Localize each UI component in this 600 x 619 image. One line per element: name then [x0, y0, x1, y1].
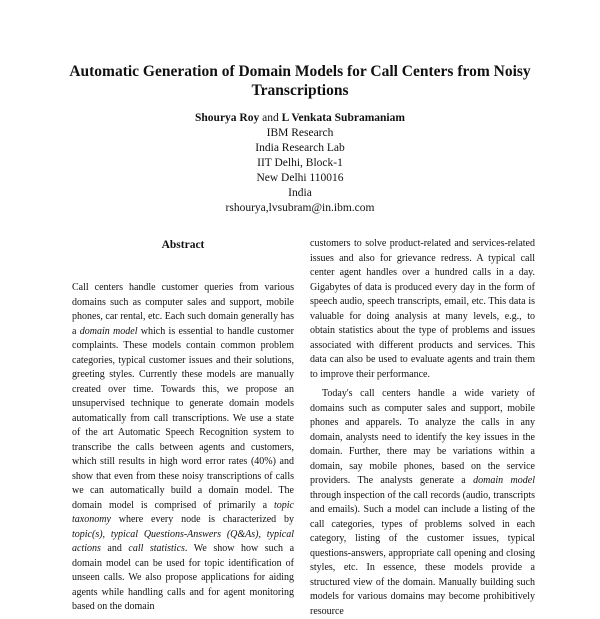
abstract-heading: Abstract: [161, 239, 205, 251]
body-paragraph: customers to solve product-related and services-related issues and also for grievance redress. A typical call center agent handles over a hundred calls in a day. Gigabytes of data is produced every day in the form of speech audio, speech transcripts, email, etc. This data is valuable for doing analysis at many levels, e.g., to obtain statistics about the type of problems and issues associated with different products and services. This data can also be used to evaluate agents and train them to improve their performance.: [310, 238, 535, 380]
intro-column: [310, 237, 535, 619]
abstract-paragraph: Call centers handle customer queries from various domains such as computer sales and support, mobile phones, car rental, etc. Each such domain generally has a domain model which is essential to handle customer complaints. These models contain common problem categories, typical customer issues and their solutions, greeting styles. Currently these models are manually created over time. Towards this, we propose an unsupervised technique to generate domain models automatically from call transcriptions. We use a state of the art Automatic Speech Recognition system to transcribe the calls between agents and customers, which still results in high word error rates (40%) and show that even from these noisy transcriptions of calls we can automatically build a domain model. The domain model is comprised of primarily a topic taxonomy where every node is characterized by topic(s), typical Questions-Answers (Q&As), typical actions and call statistics. We show how such a domain model can be used for topic identification of unseen calls. We also propose applications for aiding agents while handling calls and for agent monitoring based on the domain: [72, 282, 295, 612]
author-2: L Venkata Subramaniam: [281, 112, 405, 124]
author-separator: and: [262, 112, 279, 124]
paper-title: Automatic Generation of Domain Models for Call Centers from Noisy Transcriptions: [69, 63, 531, 99]
abstract-body: [72, 281, 294, 615]
author-1: Shourya Roy: [195, 112, 260, 124]
affiliation-line: New Delhi 110016: [256, 172, 344, 184]
affiliation-line: IBM Research: [266, 127, 334, 139]
body-paragraph: Today's call centers handle a wide variety of domains such as computer sales and support, mobile phones and apparels. To analyze the calls in any domain, analysts need to identify the key issues in the domain. Further, there may be variations within a domain, say mobile phones, based on the service providers. The analysts generate a domain model through inspection of the call records (audio, transcripts and emails). Such a model can include a listing of the call categories, types of problems solved in each category, listing of the customer issues, typical questions-answers, appropriate call opening and closing styles, etc. In essence, these models provide a structured view of the domain. Manually building such models for various domains may become prohibitively resource: [310, 388, 535, 617]
author-block: [100, 111, 500, 216]
affiliation-line: IIT Delhi, Block-1: [257, 157, 343, 169]
author-email: rshourya,lvsubram@in.ibm.com: [225, 202, 375, 214]
author-names: [100, 111, 500, 126]
affiliation-line: India: [288, 187, 312, 199]
affiliation-line: India Research Lab: [255, 142, 345, 154]
